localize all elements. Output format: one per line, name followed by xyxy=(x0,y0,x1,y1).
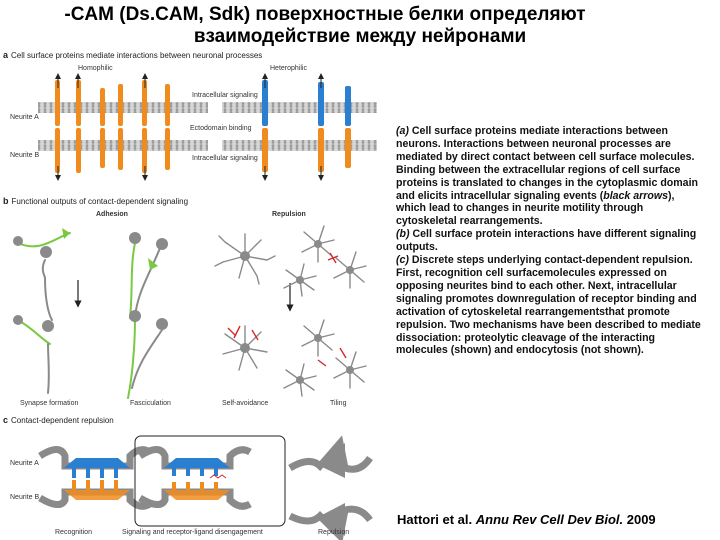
fasciculation-label: Fasciculation xyxy=(130,400,171,407)
panel-a-heading: a Cell surface proteins mediate interactions between neuronal processes xyxy=(3,50,263,60)
intracellular-bottom-label: Intracellular signaling xyxy=(192,155,258,162)
slide-title xyxy=(0,4,720,48)
panel-c-neurite-a: Neurite A xyxy=(10,460,39,467)
citation-year: 2009 xyxy=(623,512,656,527)
neurite-b-label: Neurite B xyxy=(10,152,40,159)
heterophilic-label: Heterophilic xyxy=(270,65,307,72)
repulsion-neurons xyxy=(215,226,366,396)
caption-a-text2: ), which lead to changes in neurite motility through cytoskeletal rearrangements. xyxy=(396,189,675,228)
caption-c-text: Discrete steps underlying contact-dependent repulsion. First, recognition cell surfacemolecules expressed on opposing neurites bind to each other. Next, intracellular signaling promotes downregulation of receptor binding and activation of cytoskeletal rearrangementsthat promote repulsion. Two mechanisms have been described to mediate dissociation: proteolytic cleavage of the interacting molecules (shown) and endocytosis (not shown). xyxy=(396,254,701,357)
figure-caption xyxy=(396,125,702,357)
caption-a-italic: black arrows xyxy=(603,189,669,202)
caption-a-text: Cell surface proteins mediate interactions between neurons. Interactions between neuronal processes are mediated by direct contact between cell surface molecules. Binding between the extracellular regions of cell surface proteins is translated to changes in the cytoplasmic domain and elicits intracellular signaling events ( xyxy=(396,125,698,202)
repulsion-somas xyxy=(240,240,354,384)
adhesion-label: Adhesion xyxy=(96,211,128,218)
panel-c-graphics xyxy=(40,436,370,536)
panel-c-neurite-b: Neurite B xyxy=(10,494,40,501)
recognition-label: Recognition xyxy=(55,529,92,536)
caption-b-text: Cell surface protein interactions have different signaling outputs. xyxy=(396,228,697,254)
homophilic-proteins xyxy=(55,80,170,173)
homophilic-label: Homophilic xyxy=(78,65,113,72)
figure-graphics xyxy=(0,48,392,540)
panel-c-heading: c Contact-dependent repulsion xyxy=(3,415,114,425)
intracellular-top-label: Intracellular signaling xyxy=(192,92,258,99)
signaling-label: Signaling and receptor-ligand disengagement xyxy=(122,529,263,536)
title-line-1: -CAM (Ds.CAM, Sdk) поверхностные белки определяют xyxy=(64,4,586,25)
down-arrows xyxy=(78,280,290,308)
citation-authors: Hattori et al. xyxy=(397,512,476,527)
self-avoidance-label: Self-avoidance xyxy=(222,400,269,407)
caption-a-label: (a) xyxy=(396,125,409,137)
panel-c-repulsion-label: Repulsion xyxy=(318,529,350,536)
synapse-label: Synapse formation xyxy=(20,400,79,407)
tiling-label: Tiling xyxy=(330,400,347,407)
heterophilic-proteins xyxy=(262,80,351,172)
ectodomain-label: Ectodomain binding xyxy=(190,125,252,132)
caption-c-label: (c) xyxy=(396,254,409,267)
figure xyxy=(0,48,392,540)
citation xyxy=(397,512,656,527)
title-line-2: взаимодействие между нейронами xyxy=(193,26,527,47)
caption-b-label: (b) xyxy=(396,228,410,241)
neurite-a-label: Neurite A xyxy=(10,114,39,121)
repulsion-label: Repulsion xyxy=(272,211,306,218)
citation-journal: Annu Rev Cell Dev Biol. xyxy=(475,512,624,527)
panel-b-heading: b Functional outputs of contact-dependent signaling xyxy=(3,196,189,206)
